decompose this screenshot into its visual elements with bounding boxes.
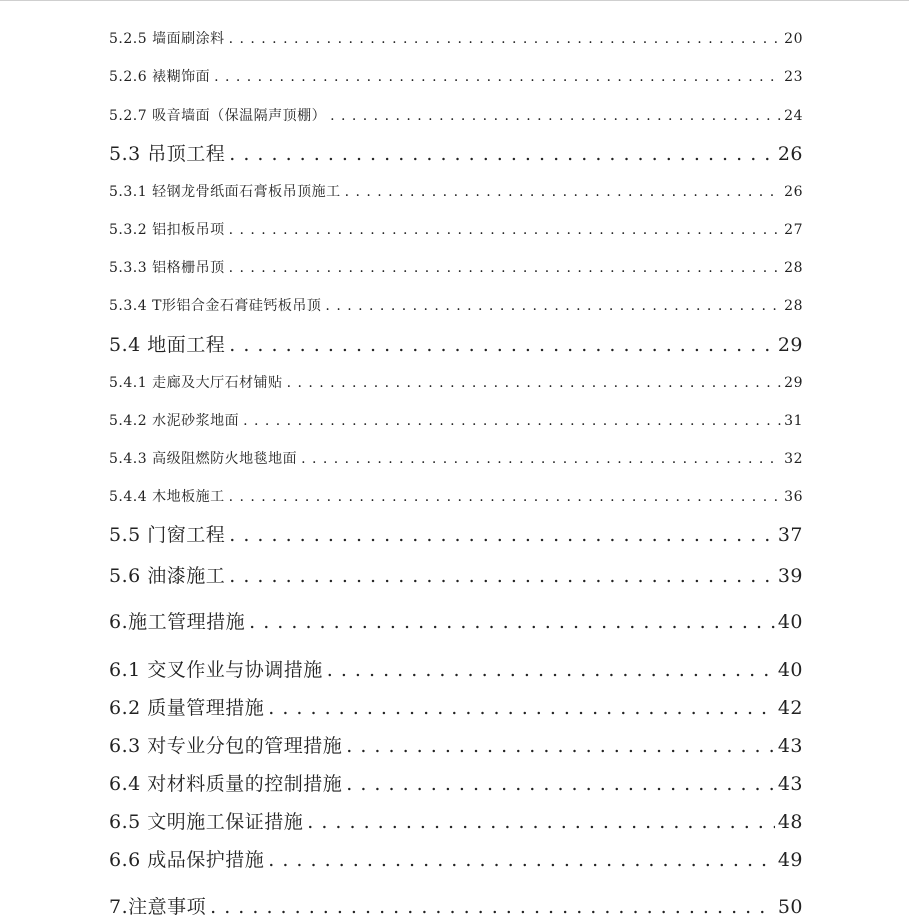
toc-entry-title: 5.4 地面工程 [109,334,226,356]
toc-entry-page: 40 [777,611,803,633]
toc-entry-page: 23 [784,69,803,85]
toc-entry-page: 50 [777,896,803,918]
toc-entry-title: 6.6 成品保护措施 [109,849,265,871]
dot-leader [325,298,781,314]
dot-leader [210,896,775,918]
toc-entry-page: 27 [784,222,803,238]
toc-entry-title: 7.注意事项 [109,896,207,918]
toc-entry-title: 5.2.7 吸音墙面（保温隔声顶棚） [109,108,327,124]
toc-entry-title: 6.1 交叉作业与协调措施 [109,659,323,681]
toc-entry-5-2-7[interactable] [109,105,803,125]
toc-entry-6-2[interactable] [109,693,803,720]
dot-leader [268,697,775,719]
toc-entry-5-4-1[interactable] [109,372,803,392]
dot-leader [327,659,775,681]
toc-entry-5-2-6[interactable] [109,66,803,86]
toc-entry-title: 5.3.2 铝扣板吊项 [109,222,225,238]
toc-entry-6[interactable] [109,607,803,634]
toc-entry-page: 42 [777,697,803,719]
dot-leader [229,334,775,356]
dot-leader [287,375,782,391]
toc-entry-6-5[interactable] [109,807,803,834]
toc-entry-title: 5.4.2 水泥砂浆地面 [109,413,240,429]
toc-entry-page: 24 [784,108,803,124]
toc-entry-page: 29 [777,334,803,356]
toc-entry-7[interactable] [109,892,803,919]
toc-entry-title: 5.2.5 墙面刷涂料 [109,31,225,47]
toc-entry-title: 5.4.1 走廊及大厅石材铺贴 [109,375,283,391]
toc-entry-page: 49 [777,849,803,871]
toc-entry-title: 6.3 对专业分包的管理措施 [109,735,343,757]
toc-entry-title: 5.3.3 铝格栅吊顶 [109,260,225,276]
toc-entry-title: 6.4 对材料质量的控制措施 [109,773,343,795]
toc-entry-page: 39 [777,565,803,587]
dot-leader [346,773,775,795]
toc-entry-5-3-3[interactable] [109,257,803,277]
toc-entry-5-3-2[interactable] [109,219,803,239]
toc-entry-page: 40 [777,659,803,681]
dot-leader [229,143,775,165]
dot-leader [229,31,782,47]
dot-leader [330,108,781,124]
page-top-rule [0,0,909,1]
toc-entry-title: 5.5 门窗工程 [109,524,226,546]
toc-entry-page: 32 [784,451,803,467]
toc-entry-page: 31 [784,413,803,429]
toc-entry-6-6[interactable] [109,845,803,872]
dot-leader [307,811,775,833]
toc-entry-title: 5.4.4 木地板施工 [109,489,225,505]
toc-entry-5-3-1[interactable] [109,181,803,201]
toc-entry-page: 37 [777,524,803,546]
toc-entry-title: 5.3 吊顶工程 [109,143,226,165]
dot-leader [229,260,782,276]
toc-entry-page: 36 [784,489,803,505]
toc-entry-page: 20 [784,31,803,47]
toc-entry-page: 43 [777,735,803,757]
toc-entry-page: 48 [777,811,803,833]
toc-entry-6-1[interactable] [109,655,803,682]
toc-entry-page: 28 [784,260,803,276]
toc-entry-page: 26 [784,184,803,200]
toc-entry-title: 5.4.3 高级阻燃防火地毯地面 [109,451,298,467]
toc-entry-page: 29 [784,375,803,391]
toc-entry-5-3[interactable] [109,139,803,166]
dot-leader [268,849,775,871]
toc-entry-page: 26 [777,143,803,165]
dot-leader [243,413,781,429]
dot-leader [229,524,775,546]
toc-entry-5-6[interactable] [109,561,803,588]
dot-leader [346,735,775,757]
toc-entry-title: 5.6 油漆施工 [109,565,226,587]
dot-leader [249,611,775,633]
toc-entry-title: 5.3.1 轻钢龙骨纸面石膏板吊顶施工 [109,184,341,200]
toc-entry-5-4-3[interactable] [109,448,803,468]
toc-entry-title: 6.5 文明施工保证措施 [109,811,304,833]
dot-leader [214,69,781,85]
dot-leader [301,451,781,467]
toc-entry-title: 6.2 质量管理措施 [109,697,265,719]
toc-entry-6-4[interactable] [109,769,803,796]
dot-leader [229,222,782,238]
toc-entry-title: 6.施工管理措施 [109,611,246,633]
toc-entry-page: 28 [784,298,803,314]
dot-leader [345,184,782,200]
toc-entry-5-4-4[interactable] [109,486,803,506]
toc-entry-5-4[interactable] [109,330,803,357]
toc-entry-5-4-2[interactable] [109,410,803,430]
toc-entry-title: 5.3.4 T形铝合金石膏硅钙板吊顶 [109,298,322,314]
toc-entry-5-5[interactable] [109,520,803,547]
dot-leader [229,489,782,505]
toc-entry-5-2-5[interactable] [109,28,803,48]
toc-entry-6-3[interactable] [109,731,803,758]
toc-entry-title: 5.2.6 裱糊饰面 [109,69,211,85]
dot-leader [229,565,775,587]
toc-entry-page: 43 [777,773,803,795]
toc-entry-5-3-4[interactable] [109,295,803,315]
